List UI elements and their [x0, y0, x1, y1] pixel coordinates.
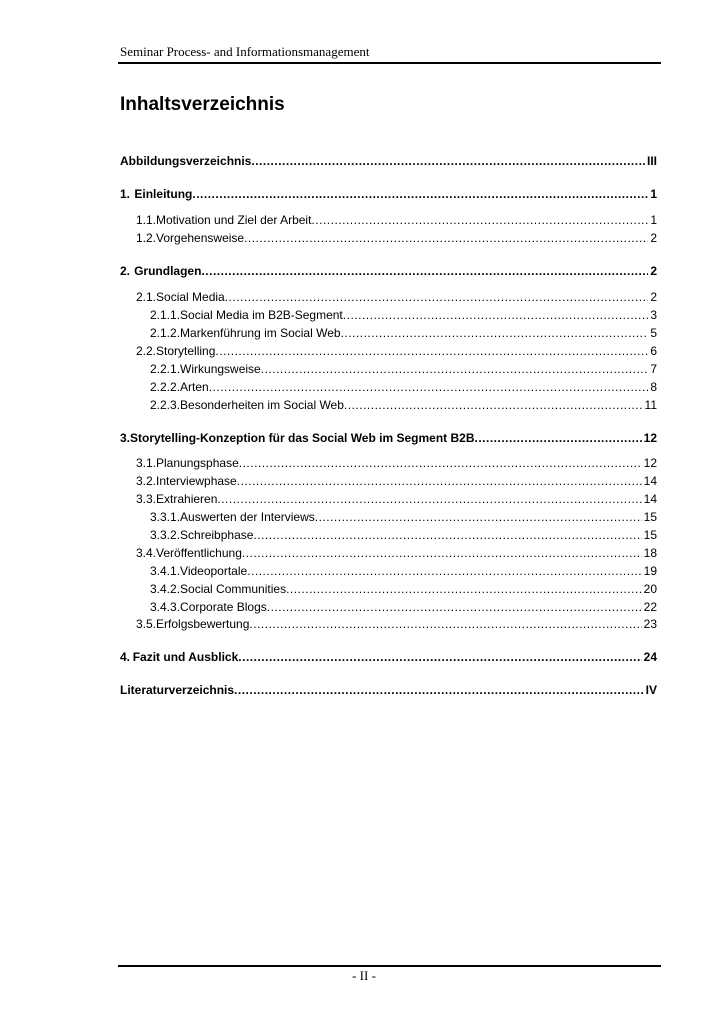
toc-entry-page: 2: [650, 290, 657, 304]
toc-entry-number: 1.1.: [136, 213, 157, 227]
toc-entry-page: 24: [643, 650, 657, 664]
toc-entry-page: 8: [650, 380, 657, 394]
toc-entry-1-1[interactable]: [136, 213, 657, 227]
toc-entry-page: 14: [643, 474, 657, 488]
toc-entry-2-2[interactable]: [136, 344, 657, 358]
toc-entry-page: 5: [650, 326, 657, 340]
toc-entry-label: Social Media: [156, 290, 225, 304]
toc-entry-label: Literaturverzeichnis: [120, 683, 235, 697]
toc-entry-number: 3.2.: [136, 474, 157, 488]
toc-entry-page: 18: [643, 546, 657, 560]
toc-entry-2-1-2[interactable]: [150, 326, 657, 340]
toc-entry-number: 2.2.: [136, 344, 157, 358]
toc-entry-number: 3.4.1.: [150, 564, 181, 578]
toc-entry-4[interactable]: [120, 650, 657, 664]
toc-entry-page: 12: [643, 456, 657, 470]
toc-entry-number: 3.: [120, 431, 131, 445]
toc-entry-label: Veröffentlichung: [156, 546, 242, 560]
leader-dots: [267, 600, 642, 614]
toc-entry-page: 7: [650, 362, 657, 376]
toc-entry-page: IV: [645, 683, 657, 697]
toc-entry-label: Fazit und Ausblick: [132, 650, 239, 664]
toc-entry-page: III: [646, 154, 657, 168]
toc-entry-2-2-1[interactable]: [150, 362, 657, 376]
toc-entry-3-4[interactable]: [136, 546, 657, 560]
leader-dots: [201, 264, 648, 278]
footer-rule: [118, 965, 661, 967]
toc-entry-label: Interviewphase: [156, 474, 237, 488]
leader-dots: [215, 344, 648, 358]
toc-entry-page: 15: [643, 528, 657, 542]
table-of-contents: [120, 0, 657, 720]
leader-dots: [249, 617, 641, 631]
toc-entry-1-2[interactable]: [136, 231, 657, 245]
toc-entry-3-4-1[interactable]: [150, 564, 657, 578]
toc-entry-1[interactable]: [120, 187, 657, 201]
toc-entry-number: 2.1.: [136, 290, 157, 304]
leader-dots: [209, 380, 649, 394]
toc-entry-label: Besonderheiten im Social Web: [180, 398, 344, 412]
leader-dots: [244, 231, 648, 245]
toc-entry-number: 1.2.: [136, 231, 157, 245]
toc-entry-page: 22: [643, 600, 657, 614]
toc-entry-2-1-1[interactable]: [150, 308, 657, 322]
toc-entry-number: 3.3.2.: [150, 528, 181, 542]
leader-dots: [344, 398, 643, 412]
toc-entry-label: Arten: [180, 380, 209, 394]
running-header: Seminar Process- and Informationsmanagement: [120, 44, 370, 59]
leader-dots: [311, 213, 648, 227]
toc-entry-number: 4.: [120, 650, 131, 664]
toc-entry-label: Wirkungsweise: [180, 362, 261, 376]
toc-entry-page: 2: [650, 231, 657, 245]
toc-entry-number: 2.2.1.: [150, 362, 181, 376]
toc-entry-number: 3.4.2.: [150, 582, 181, 596]
toc-entry-label: Storytelling-Konzeption für das Social Web im Segment B2B: [130, 431, 475, 445]
toc-entry-3[interactable]: [120, 431, 657, 445]
toc-entry-label: Auswerten der Interviews: [180, 510, 315, 524]
toc-entry-number: 3.3.: [136, 492, 157, 506]
toc-entry-number: 2.1.2.: [150, 326, 181, 340]
toc-entry-number: 2.2.2.: [150, 380, 181, 394]
page-title: Inhaltsverzeichnis: [120, 94, 285, 115]
toc-entry-number: 3.4.: [136, 546, 157, 560]
toc-entry-page: 19: [643, 564, 657, 578]
toc-entry-page: 20: [643, 582, 657, 596]
toc-entry-number: 3.5.: [136, 617, 157, 631]
leader-dots: [315, 510, 642, 524]
toc-entry-page: 2: [650, 264, 657, 278]
toc-entry-label: Storytelling: [156, 344, 216, 358]
toc-entry-label: Einleitung: [134, 187, 193, 201]
toc-entry-number: 3.4.3.: [150, 600, 181, 614]
leader-dots: [261, 362, 649, 376]
toc-entry-number: 3.1.: [136, 456, 157, 470]
toc-entry-page: 6: [650, 344, 657, 358]
toc-entry-number: 2.2.3.: [150, 398, 181, 412]
toc-entry-page: 1: [650, 187, 657, 201]
toc-entry-page: 15: [643, 510, 657, 524]
toc-entry-label: Markenführung im Social Web: [180, 326, 341, 340]
leader-dots: [341, 326, 649, 340]
leader-dots: [253, 528, 641, 542]
toc-entry-label: Grundlagen: [134, 264, 202, 278]
toc-entry-label: Videoportale: [180, 564, 248, 578]
toc-entry-2-2-3[interactable]: [150, 398, 657, 412]
toc-entry-page: 1: [650, 213, 657, 227]
toc-entry-page: 3: [650, 308, 657, 322]
toc-entry-label: Planungsphase: [156, 456, 239, 470]
page-number: - II -: [352, 968, 376, 983]
leader-dots: [234, 683, 644, 697]
leader-dots: [251, 154, 645, 168]
toc-entry-3-4-3[interactable]: [150, 600, 657, 614]
toc-entry-page: 12: [643, 431, 657, 445]
toc-entry-number: 3.3.1.: [150, 510, 181, 524]
leader-dots: [217, 492, 641, 506]
toc-entry-label: Vorgehensweise: [156, 231, 245, 245]
toc-entry-number: 2.: [120, 264, 131, 278]
toc-entry-3-2[interactable]: [136, 474, 657, 488]
toc-entry-label: Motivation und Ziel der Arbeit: [156, 213, 312, 227]
toc-entry-label: Schreibphase: [180, 528, 254, 542]
toc-entry-page: 11: [644, 398, 657, 412]
toc-entry-page: 23: [643, 617, 657, 631]
leader-dots: [286, 582, 642, 596]
toc-entry-page: 14: [643, 492, 657, 506]
leader-dots: [343, 308, 649, 322]
toc-entry-3-3-2[interactable]: [150, 528, 657, 542]
toc-entry-2-2-2[interactable]: [150, 380, 657, 394]
toc-entry-literaturverzeichnis[interactable]: [120, 683, 657, 697]
leader-dots: [225, 290, 649, 304]
toc-entry-3-3[interactable]: [136, 492, 657, 506]
leader-dots: [475, 431, 642, 445]
toc-entry-3-4-2[interactable]: [150, 582, 657, 596]
leader-dots: [237, 474, 642, 488]
leader-dots: [242, 546, 642, 560]
toc-entry-3-5[interactable]: [136, 617, 657, 631]
toc-entry-number: 1.: [120, 187, 131, 201]
toc-entry-label: Social Communities: [180, 582, 287, 596]
toc-entry-label: Corporate Blogs: [180, 600, 267, 614]
toc-entry-2-1[interactable]: [136, 290, 657, 304]
toc-entry-number: 2.1.1.: [150, 308, 181, 322]
leader-dots: [247, 564, 641, 578]
leader-dots: [238, 650, 641, 664]
toc-entry-label: Erfolgsbewertung: [156, 617, 250, 631]
toc-entry-abbildungsverzeichnis[interactable]: [120, 154, 657, 168]
leader-dots: [239, 456, 642, 470]
toc-entry-3-3-1[interactable]: [150, 510, 657, 524]
toc-entry-label: Abbildungsverzeichnis: [120, 154, 252, 168]
leader-dots: [192, 187, 648, 201]
toc-entry-2[interactable]: [120, 264, 657, 278]
toc-entry-label: Social Media im B2B-Segment: [180, 308, 343, 322]
toc-entry-3-1[interactable]: [136, 456, 657, 470]
toc-entry-label: Extrahieren: [156, 492, 218, 506]
